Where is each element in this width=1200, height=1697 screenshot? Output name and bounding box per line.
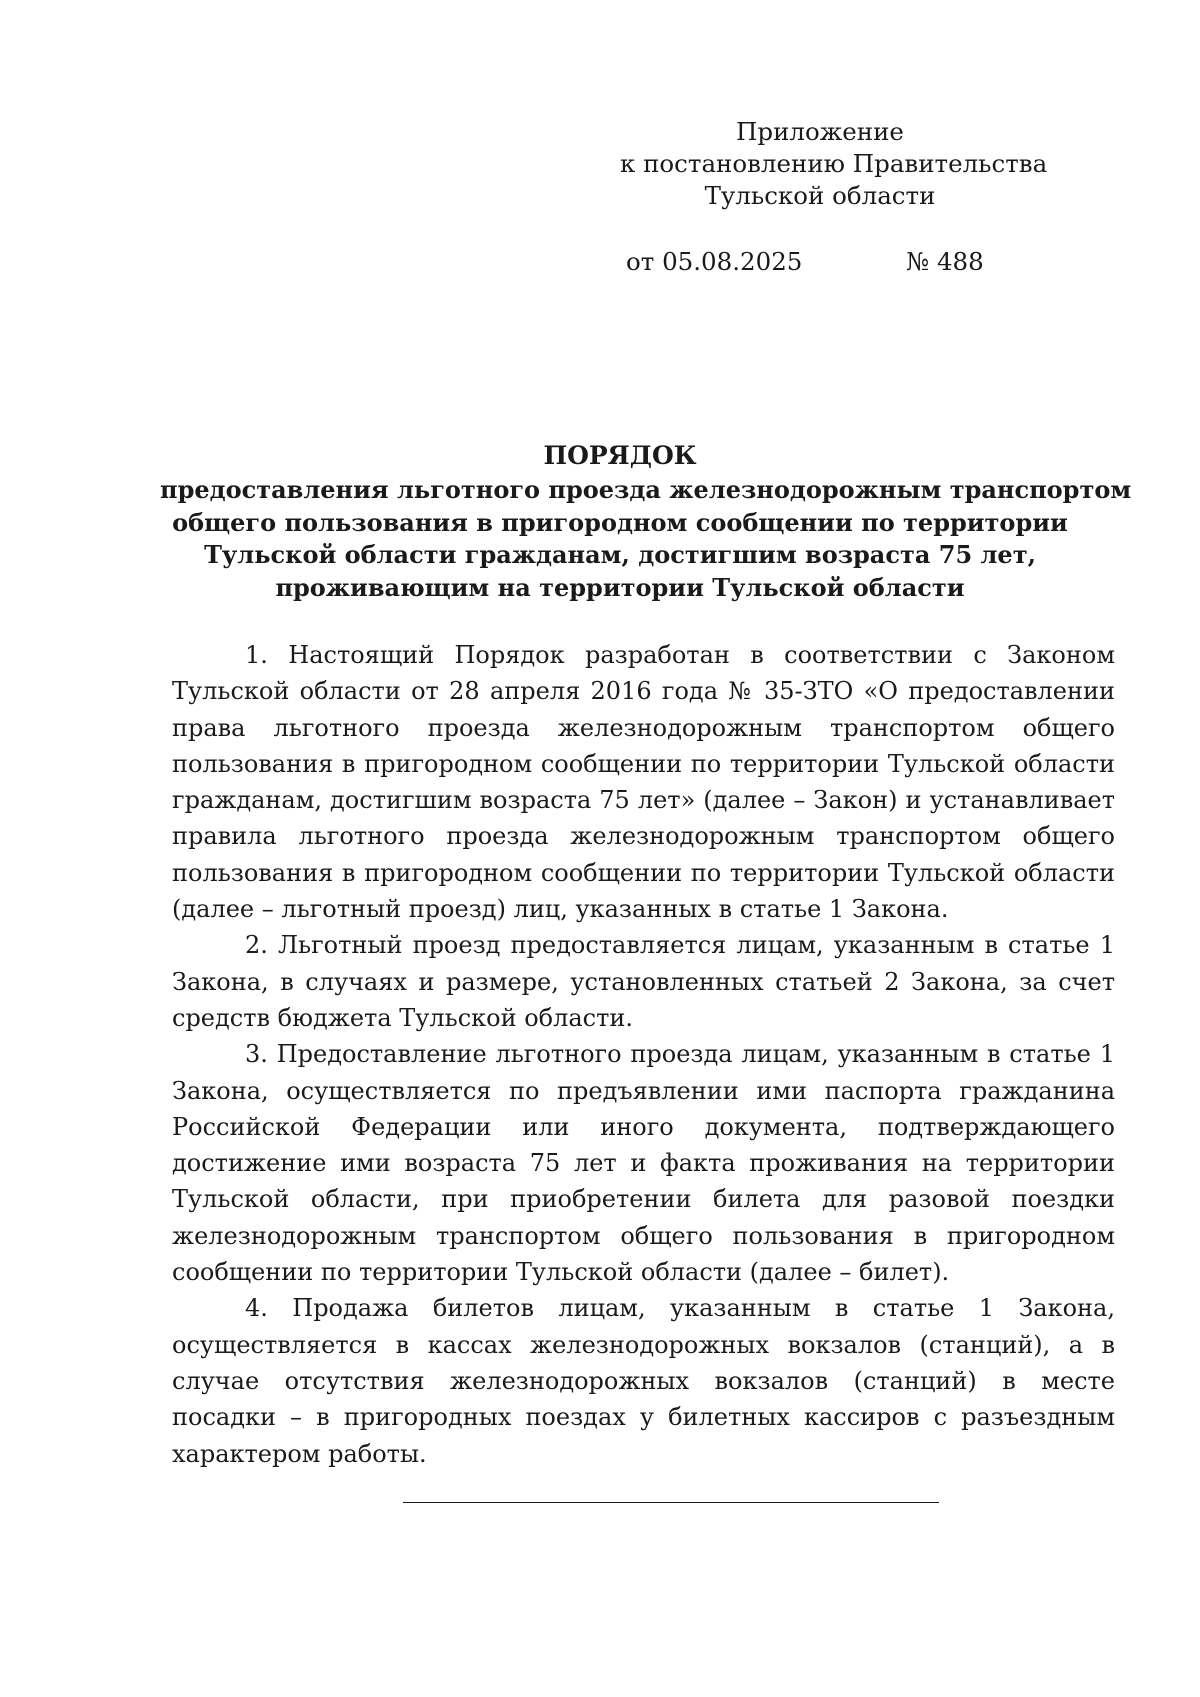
document-title: ПОРЯДОК bbox=[543, 441, 697, 470]
annex-line: Тульской области bbox=[704, 181, 936, 210]
paragraph: 3. Предоставление льготного проезда лицам, указанным в статье 1 Закона, осуществляется по предъявлении ими паспорта гражданина Российской Федерации или иного документа, подтверждающего достижение ими возраста 75 лет и факта проживания на территории Тульской области, при приобретении билета для разовой поездки железнодорожным транспортом общего пользования в пригородном сообщении по территории Тульской области (далее – билет). bbox=[172, 1040, 1115, 1287]
paragraph: 2. Льготный проезд предоставляется лицам, указанным в статье 1 Закона, в случаях и размере, установленных статьей 2 Закона, за счет средств бюджета Тульской области. bbox=[172, 931, 1115, 1032]
subtitle-line: предоставления льготного проезда железнодорожным транспортом bbox=[160, 475, 1132, 504]
decree-number: № 488 bbox=[906, 247, 984, 276]
document-body bbox=[172, 637, 1115, 1472]
subtitle-line: Тульской области гражданам, достигшим возраста 75 лет, bbox=[204, 540, 1036, 569]
subtitle-line: проживающим на территории Тульской области bbox=[275, 572, 965, 602]
annex-header bbox=[620, 116, 1048, 212]
document-subtitle bbox=[160, 474, 1132, 604]
end-divider bbox=[403, 1502, 939, 1503]
decree-date: от 05.08.2025 bbox=[626, 247, 803, 276]
paragraph: 1. Настоящий Порядок разработан в соответствии с Законом Тульской области от 28 апреля 2016 года № 35-ЗТО «О предоставлении права льготного проезда железнодорожным транспортом общего пользования в пригородном сообщении по территории Тульской области гражданам, достигшим возраста 75 лет» (далее – Закон) и устанавливает правила льготного проезда железнодорожным транспортом общего пользования в пригородном сообщении по территории Тульской области (далее – льготный проезд) лиц, указанных в статье 1 Закона. bbox=[172, 641, 1115, 924]
subtitle-line: общего пользования в пригородном сообщении по территории bbox=[172, 507, 1068, 537]
paragraph: 4. Продажа билетов лицам, указанным в статье 1 Закона, осуществляется в кассах железнодорожных вокзалов (станций), а в случае отсутствия железнодорожных вокзалов (станций) в месте посадки – в пригородных поездах у билетных кассиров с разъездным характером работы. bbox=[172, 1294, 1115, 1468]
annex-line: Приложение bbox=[736, 117, 904, 146]
annex-line: к постановлению Правительства bbox=[620, 149, 1048, 178]
